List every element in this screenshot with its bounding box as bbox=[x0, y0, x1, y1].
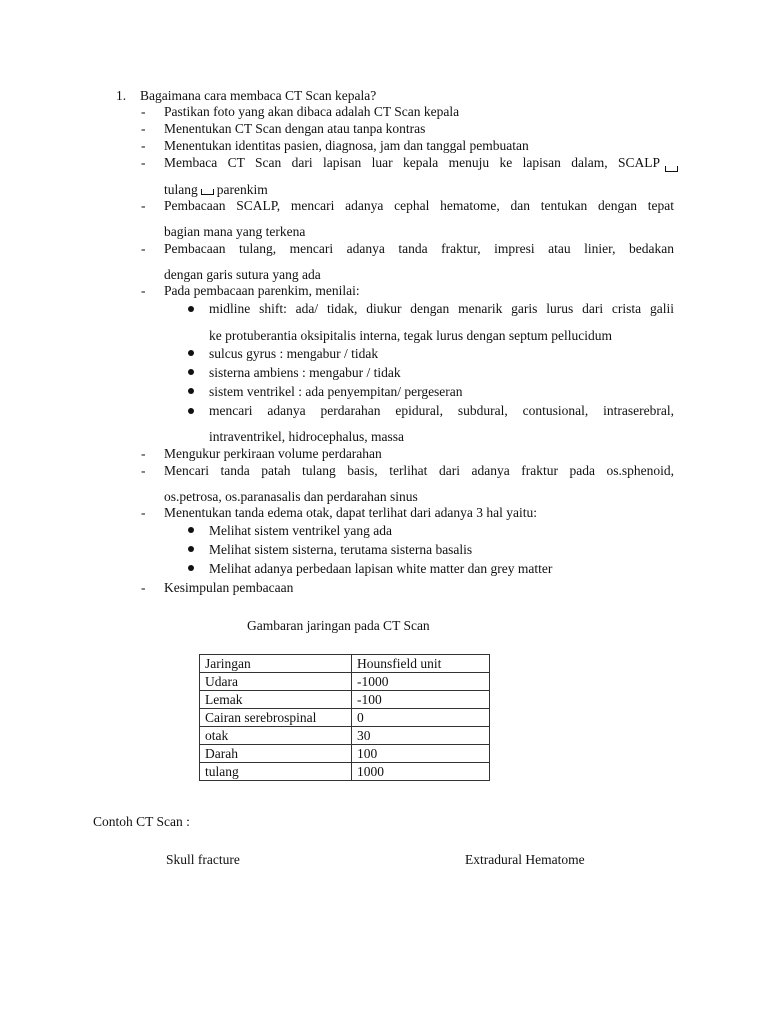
bullet-text: midline shift: ada/ tidak, diukur dengan menarik garis lurus dari crista galii bbox=[209, 301, 674, 316]
table-cell: Lemak bbox=[200, 691, 352, 709]
table-cell: 100 bbox=[352, 745, 490, 763]
bullet-icon bbox=[188, 388, 194, 394]
bullet-text: Melihat adanya perbedaan lapisan white matter dan grey matter bbox=[209, 561, 553, 576]
bullet-icon bbox=[188, 408, 194, 414]
step-text: Menentukan tanda edema otak, dapat terlihat dari adanya 3 hal yaitu: bbox=[164, 505, 537, 520]
step-text-tulang: tulang bbox=[164, 182, 198, 197]
bullet-text: mencari adanya perdarahan epidural, subdural, contusional, intraserebral, bbox=[209, 403, 674, 418]
bullet-text: Melihat sistem sisterna, terutama sisterna basalis bbox=[209, 542, 473, 557]
bullet-icon bbox=[188, 306, 194, 312]
table-row bbox=[200, 763, 490, 781]
dash-marker: - bbox=[141, 155, 146, 170]
step-text: Kesimpulan pembacaan bbox=[164, 580, 294, 595]
table-cell: tulang bbox=[200, 763, 352, 781]
dash-marker: - bbox=[141, 241, 146, 256]
table-row bbox=[200, 727, 490, 745]
question-title: Bagaimana cara membaca CT Scan kepala? bbox=[140, 88, 377, 103]
example-caption-extradural-hematome: Extradural Hematome bbox=[465, 852, 585, 867]
step-text bbox=[164, 182, 268, 198]
step-text: Pembacaan tulang, mencari adanya tanda fraktur, impresi atau linier, bedakan bbox=[164, 241, 674, 256]
hounsfield-table bbox=[199, 654, 490, 781]
table-row bbox=[200, 745, 490, 763]
bullet-icon bbox=[188, 565, 194, 571]
bullet-icon bbox=[188, 527, 194, 533]
step-text: Pastikan foto yang akan dibaca adalah CT Scan kepala bbox=[164, 104, 460, 119]
dash-marker: - bbox=[141, 121, 146, 136]
table-header-cell: Hounsfield unit bbox=[352, 655, 490, 673]
table-row bbox=[200, 709, 490, 727]
bullet-icon bbox=[188, 369, 194, 375]
table-row bbox=[200, 691, 490, 709]
dash-marker: - bbox=[141, 198, 146, 213]
table-header-cell: Jaringan bbox=[200, 655, 352, 673]
bullet-text: Melihat sistem ventrikel yang ada bbox=[209, 523, 392, 538]
dash-marker: - bbox=[141, 580, 146, 595]
dash-marker: - bbox=[141, 104, 146, 119]
table-cell: Darah bbox=[200, 745, 352, 763]
dash-marker: - bbox=[141, 283, 146, 298]
question-number: 1. bbox=[116, 88, 127, 103]
dash-marker: - bbox=[141, 138, 146, 153]
examples-heading: Contoh CT Scan : bbox=[93, 814, 190, 829]
table-cell: otak bbox=[200, 727, 352, 745]
step-text: bagian mana yang terkena bbox=[164, 224, 306, 239]
step-text: dengan garis sutura yang ada bbox=[164, 267, 321, 282]
table-cell: Udara bbox=[200, 673, 352, 691]
dash-marker: - bbox=[141, 505, 146, 520]
table-cell: 1000 bbox=[352, 763, 490, 781]
table-cell: Cairan serebrospinal bbox=[200, 709, 352, 727]
bullet-text: sisterna ambiens : mengabur / tidak bbox=[209, 365, 401, 380]
table-cell: 30 bbox=[352, 727, 490, 745]
bullet-icon bbox=[188, 546, 194, 552]
table-cell: 0 bbox=[352, 709, 490, 727]
table-caption: Gambaran jaringan pada CT Scan bbox=[247, 618, 430, 633]
bullet-text: ke protuberantia oksipitalis interna, tegak lurus dengan septum pellucidum bbox=[209, 328, 613, 343]
step-text: Mencari tanda patah tulang basis, terlihat dari adanya fraktur pada os.sphenoid, bbox=[164, 463, 674, 478]
table-cell: -1000 bbox=[352, 673, 490, 691]
table-row bbox=[200, 673, 490, 691]
step-text: Menentukan identitas pasien, diagnosa, jam dan tanggal pembuatan bbox=[164, 138, 529, 153]
table-cell: -100 bbox=[352, 691, 490, 709]
step-text: Membaca CT Scan dari lapisan luar kepala menuju ke lapisan dalam, SCALP bbox=[164, 155, 660, 170]
example-caption-skull-fracture: Skull fracture bbox=[166, 852, 240, 867]
step-text: Mengukur perkiraan volume perdarahan bbox=[164, 446, 382, 461]
bullet-icon bbox=[188, 350, 194, 356]
dash-marker: - bbox=[141, 463, 146, 478]
step-text: Menentukan CT Scan dengan atau tanpa kontras bbox=[164, 121, 426, 136]
table-header-row bbox=[200, 655, 490, 673]
step-text: Pembacaan SCALP, mencari adanya cephal hematome, dan tentukan dengan tepat bbox=[164, 198, 674, 213]
bullet-text: intraventrikel, hidrocephalus, massa bbox=[209, 429, 404, 444]
arrow-right-icon bbox=[665, 166, 678, 172]
arrow-right-icon bbox=[201, 189, 214, 195]
step-text: os.petrosa, os.paranasalis dan perdarahan sinus bbox=[164, 489, 418, 504]
dash-marker: - bbox=[141, 446, 146, 461]
step-text: Pada pembacaan parenkim, menilai: bbox=[164, 283, 360, 298]
step-text-parenkim: parenkim bbox=[216, 182, 268, 197]
bullet-text: sulcus gyrus : mengabur / tidak bbox=[209, 346, 379, 361]
bullet-text: sistem ventrikel : ada penyempitan/ pergeseran bbox=[209, 384, 463, 399]
